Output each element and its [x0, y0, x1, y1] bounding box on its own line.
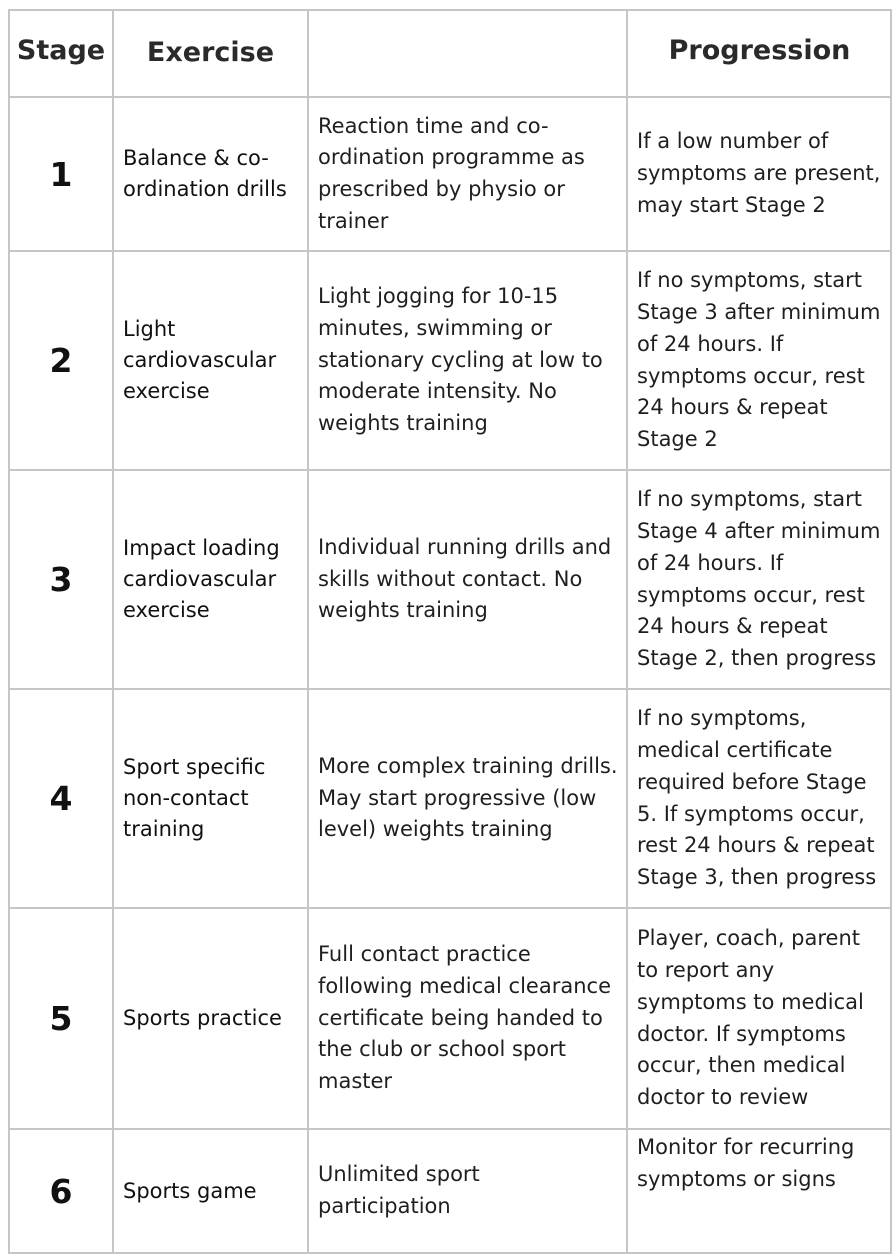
progression-text: If no symptoms, start Stage 4 after minimum of 24 hours. If symptoms occur, rest 24 hours & repeat Stage 2, then progress [627, 470, 891, 689]
progression-text: If no symptoms, start Stage 3 after minimum of 24 hours. If symptoms occur, rest 24 hours & repeat Stage 2 [627, 251, 891, 470]
header-stage: Stage [9, 10, 113, 97]
stage-number: 3 [9, 470, 113, 689]
stage-number: 6 [9, 1129, 113, 1253]
header-description [308, 10, 627, 97]
header-exercise: Exercise [113, 10, 308, 97]
exercise-name: Light cardiovascular exercise [113, 251, 308, 470]
header-progression: Progression [627, 10, 891, 97]
table-row [9, 1129, 891, 1253]
progression-text: Player, coach, parent to report any symptoms to medical doctor. If symptoms occur, then medical doctor to review [627, 908, 891, 1129]
progression-text: If no symptoms, medical certificate required before Stage 5. If symptoms occur, rest 24 hours & repeat Stage 3, then progress [627, 689, 891, 908]
progression-text: Monitor for recurring symptoms or signs [627, 1129, 891, 1253]
exercise-description: Reaction time and co-ordination programme as prescribed by physio or trainer [308, 97, 627, 251]
stage-number: 4 [9, 689, 113, 908]
exercise-name: Sports practice [113, 908, 308, 1129]
table-row [9, 470, 891, 689]
exercise-description: More complex training drills. May start progressive (low level) weights training [308, 689, 627, 908]
exercise-description: Light jogging for 10-15 minutes, swimming or stationary cycling at low to moderate intensity. No weights training [308, 251, 627, 470]
exercise-name: Sport specific non-contact training [113, 689, 308, 908]
header-row [9, 10, 891, 97]
exercise-description: Full contact practice following medical clearance certificate being handed to the club or school sport master [308, 908, 627, 1129]
return-to-sport-table [8, 9, 892, 1254]
stage-number: 5 [9, 908, 113, 1129]
exercise-description: Unlimited sport participation [308, 1129, 627, 1253]
exercise-description: Individual running drills and skills without contact. No weights training [308, 470, 627, 689]
table-row [9, 251, 891, 470]
exercise-name: Balance & co-ordination drills [113, 97, 308, 251]
stage-number: 2 [9, 251, 113, 470]
progression-text: If a low number of symptoms are present, may start Stage 2 [627, 97, 891, 251]
table-row [9, 908, 891, 1129]
table-row [9, 97, 891, 251]
table-row [9, 689, 891, 908]
exercise-name: Impact loading cardiovascular exercise [113, 470, 308, 689]
exercise-name: Sports game [113, 1129, 308, 1253]
stage-number: 1 [9, 97, 113, 251]
